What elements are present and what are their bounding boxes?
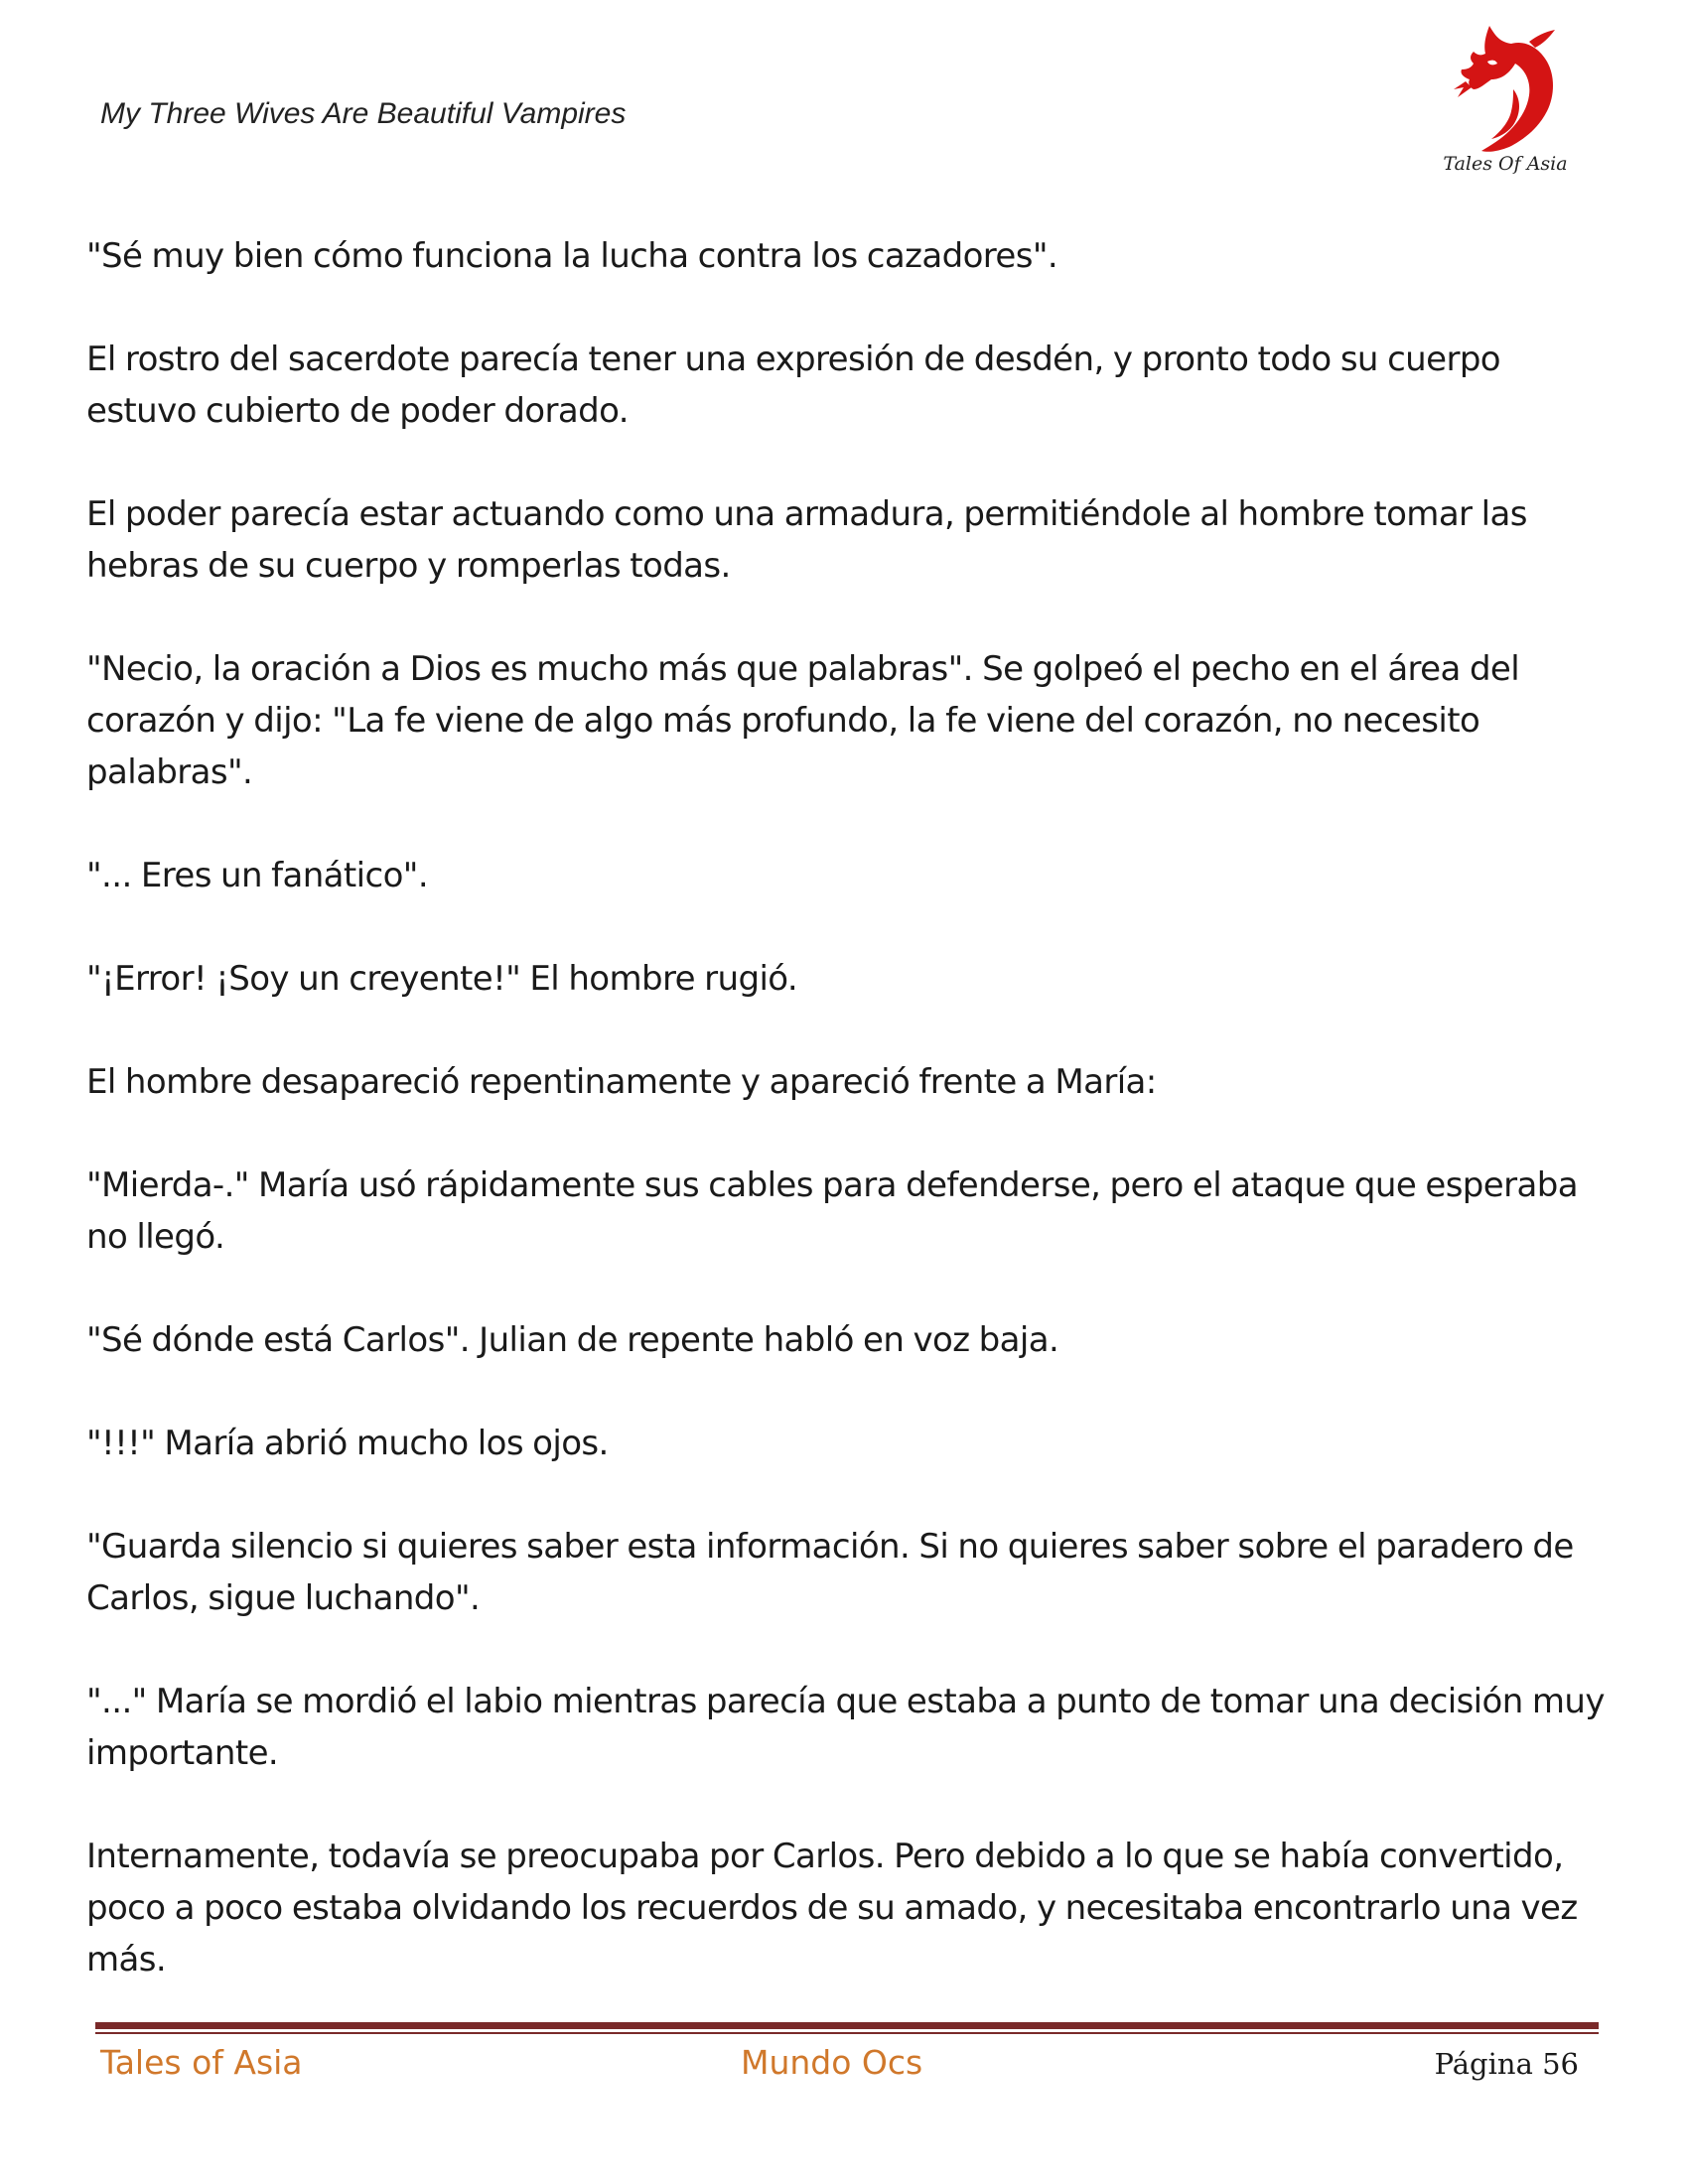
paragraph: El hombre desapareció repentinamente y apareció frente a María: bbox=[86, 1062, 1157, 1102]
paragraph: "Sé dónde está Carlos". Julian de repente habló en voz baja. bbox=[86, 1320, 1059, 1360]
logo-text: Tales Of Asia bbox=[1443, 153, 1568, 175]
footer-group-name: Mundo Ocs bbox=[741, 2043, 923, 2082]
footer-divider-thin bbox=[95, 2032, 1599, 2034]
paragraph: "Necio, la oración a Dios es mucho más que palabras". Se golpeó el pecho en el área del corazón y dijo: "La fe viene de algo más profundo, la fe viene del corazón, no necesito palabras". bbox=[86, 649, 1520, 792]
page-body bbox=[86, 230, 1616, 2037]
paragraph: "..." María se mordió el labio mientras parecía que estaba a punto de tomar una decisión muy importante. bbox=[86, 1682, 1605, 1773]
paragraph: "Sé muy bien cómo funciona la lucha contra los cazadores". bbox=[86, 236, 1058, 276]
paragraph: "... Eres un fanático". bbox=[86, 856, 429, 895]
footer-divider bbox=[95, 2022, 1599, 2029]
paragraph: "Mierda-." María usó rápidamente sus cables para defenderse, pero el ataque que esperaba no llegó. bbox=[86, 1165, 1578, 1257]
header-title: My Three Wives Are Beautiful Vampires bbox=[100, 97, 627, 130]
dragon-icon bbox=[1430, 18, 1579, 157]
paragraph: "¡Error! ¡Soy un creyente!" El hombre rugió. bbox=[86, 959, 798, 999]
page-number: Página 56 bbox=[1434, 2047, 1579, 2081]
tales-of-asia-logo bbox=[1430, 18, 1579, 179]
paragraph: "!!!" María abrió mucho los ojos. bbox=[86, 1424, 609, 1463]
paragraph: El poder parecía estar actuando como una armadura, permitiéndole al hombre tomar las hebras de su cuerpo y romperlas todas. bbox=[86, 494, 1527, 586]
paragraph: Internamente, todavía se preocupaba por Carlos. Pero debido a lo que se había convertido, poco a poco estaba olvidando los recuerdos de su amado, y necesitaba encontrarlo una vez más. bbox=[86, 1837, 1578, 1979]
footer-site-name: Tales of Asia bbox=[100, 2043, 303, 2082]
paragraph: "Guarda silencio si quieres saber esta información. Si no quieres saber sobre el paradero de Carlos, sigue luchando". bbox=[86, 1527, 1574, 1618]
paragraph: El rostro del sacerdote parecía tener una expresión de desdén, y pronto todo su cuerpo estuvo cubierto de poder dorado. bbox=[86, 340, 1501, 431]
